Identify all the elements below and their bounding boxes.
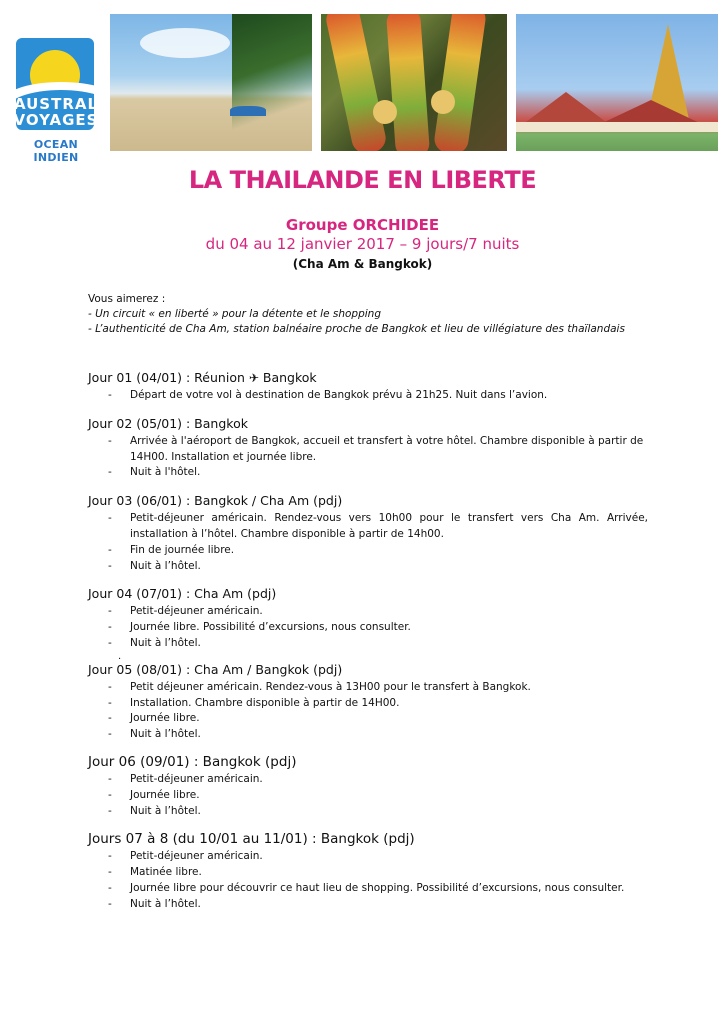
list-item: - Petit-déjeuner américain. Rendez-vous vers 10h00 pour le transfert vers Cha Am. Arrivée, installation à l’hôtel. Chambre disponible à partir de 14h00. — [88, 511, 648, 543]
day-06 — [88, 754, 648, 819]
stray-dot: . — [118, 650, 122, 662]
day-items — [88, 772, 648, 819]
day-title: Jour 03 (06/01) : Bangkok / Cha Am (pdj) — [88, 493, 343, 509]
intro-line: - Un circuit « en liberté » pour la détente et le shopping — [88, 308, 381, 320]
trip-places: (Cha Am & Bangkok) — [292, 257, 433, 271]
palm-tree-shape — [232, 14, 312, 151]
umbrella-shape — [230, 106, 266, 116]
list-item: - Nuit à l’hôtel. — [88, 897, 648, 913]
list-item: - Petit-déjeuner américain. — [88, 849, 648, 865]
intro-line: - L’authenticité de Cha Am, station balnéaire proche de Bangkok et lieu de villégiature des thaïlandais — [88, 323, 625, 335]
day-title: Jours 07 à 8 (du 10/01 au 11/01) : Bangkok (pdj) — [88, 831, 415, 848]
logo-line-1: AUSTRAL — [13, 95, 99, 113]
list-item: - Journée libre. Possibilité d’excursions, nous consulter. — [88, 620, 648, 636]
day-title — [88, 370, 648, 386]
austral-voyages-logo — [10, 38, 102, 164]
day-items — [88, 511, 648, 574]
day-01 — [88, 370, 648, 404]
boat-shape — [324, 14, 388, 151]
list-item: - Installation. Chambre disponible à partir de 14H00. — [88, 696, 648, 712]
day-title: Jour 02 (05/01) : Bangkok — [88, 415, 248, 431]
list-item: - Petit déjeuner américain. Rendez-vous à 13H00 pour le transfert à Bangkok. — [88, 680, 648, 696]
list-item: - Nuit à l’hôtel. — [88, 804, 648, 820]
temple-photo — [516, 14, 718, 151]
list-item: - Nuit à l’hôtel. — [88, 559, 648, 575]
list-item: - Nuit à l’hôtel. — [88, 636, 648, 652]
itinerary — [88, 370, 648, 913]
day-title-part: Bangkok — [258, 370, 317, 385]
list-item: - Nuit à l’hôtel. — [88, 727, 648, 743]
wall-shape — [516, 122, 718, 132]
list-item: - Petit-déjeuner américain. — [88, 772, 648, 788]
list-item: - Arrivée à l'aéroport de Bangkok, accueil et transfert à votre hôtel. Chambre disponible à partir de 14H00. Installation et journée libre. — [88, 434, 648, 466]
list-item: - Matinée libre. — [88, 865, 648, 881]
list-item: - Journée libre pour découvrir ce haut lieu de shopping. Possibilité d’excursions, nous consulter. — [88, 881, 648, 897]
day-title: Jour 05 (08/01) : Cha Am / Bangkok (pdj) — [88, 661, 343, 677]
hat-shape — [431, 90, 455, 114]
boat-shape — [433, 14, 488, 151]
day-items — [88, 849, 648, 912]
day-items — [88, 434, 648, 481]
list-item: - Fin de journée libre. — [88, 543, 648, 559]
floating-market-photo — [321, 14, 507, 151]
plane-icon: ✈ — [248, 371, 259, 385]
day-02 — [88, 416, 648, 481]
trip-dates: du 04 au 12 janvier 2017 – 9 jours/7 nuits — [205, 235, 520, 253]
list-item: - Départ de votre vol à destination de Bangkok prévu à 21h25. Nuit dans l’avion. — [88, 388, 648, 404]
list-item: - Journée libre. — [88, 711, 648, 727]
page-title: LA THAILANDE EN LIBERTE — [188, 166, 537, 194]
day-04 — [88, 586, 648, 661]
day-items — [88, 680, 648, 743]
day-03 — [88, 493, 648, 574]
logo-line-3: OCEAN INDIEN — [33, 138, 79, 164]
roof-shape — [526, 92, 606, 122]
day-title-part: Jour 01 (04/01) : Réunion — [88, 370, 249, 385]
list-item: - Petit-déjeuner américain. — [88, 604, 648, 620]
list-item: - Nuit à l'hôtel. — [88, 465, 648, 481]
day-05 — [88, 662, 648, 743]
hat-shape — [373, 100, 397, 124]
boat-shape — [386, 14, 430, 151]
cloud-shape — [140, 28, 230, 58]
beach-photo — [110, 14, 312, 151]
day-07-08 — [88, 831, 648, 912]
day-items — [88, 388, 648, 404]
day-title: Jour 04 (07/01) : Cha Am (pdj) — [88, 586, 277, 602]
intro-heading: Vous aimerez : — [88, 293, 166, 305]
day-items — [88, 604, 648, 651]
group-name: Groupe ORCHIDEE — [285, 216, 440, 234]
day-title: Jour 06 (09/01) : Bangkok (pdj) — [88, 753, 297, 770]
list-item: - Journée libre. — [88, 788, 648, 804]
intro-section — [88, 292, 688, 337]
logo-line-2: VOYAGES — [13, 111, 99, 129]
